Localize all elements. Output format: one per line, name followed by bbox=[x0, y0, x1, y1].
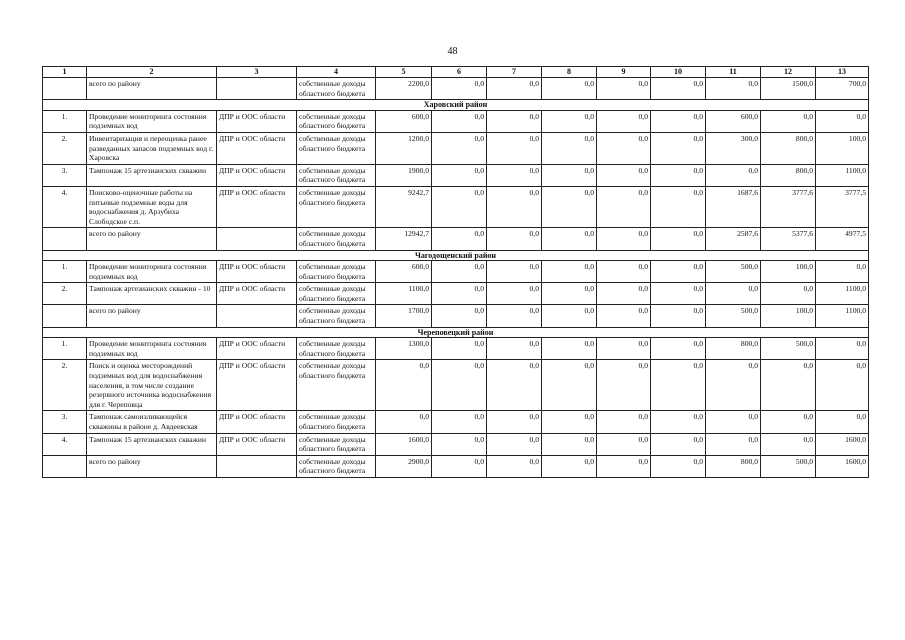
amount-cell: 0,0 bbox=[376, 360, 432, 411]
executor bbox=[217, 228, 297, 250]
section-row bbox=[43, 100, 869, 111]
amount-cell: 1600,0 bbox=[816, 455, 869, 477]
amount-cell: 300,0 bbox=[706, 132, 761, 164]
amount-cell: 0,0 bbox=[542, 433, 597, 455]
amount-cell: 0,0 bbox=[432, 186, 487, 227]
column-header: 13 bbox=[816, 67, 869, 78]
column-header: 12 bbox=[761, 67, 816, 78]
amount-cell: 0,0 bbox=[706, 283, 761, 305]
amount-cell: 1700,0 bbox=[376, 305, 432, 327]
activity-name: Тампонаж 15 артезианских скважин bbox=[87, 433, 217, 455]
section-row bbox=[43, 327, 869, 338]
row-number bbox=[43, 305, 87, 327]
amount-cell: 0,0 bbox=[706, 433, 761, 455]
amount-cell: 0,0 bbox=[432, 411, 487, 433]
amount-cell: 0,0 bbox=[487, 433, 542, 455]
amount-cell: 500,0 bbox=[761, 338, 816, 360]
funding-source: собственные доходы областного бюджета bbox=[297, 411, 376, 433]
row-number: 4. bbox=[43, 433, 87, 455]
amount-cell: 1100,0 bbox=[816, 164, 869, 186]
funding-source: собственные доходы областного бюджета bbox=[297, 110, 376, 132]
row-number bbox=[43, 455, 87, 477]
table-row bbox=[43, 411, 869, 433]
executor bbox=[217, 78, 297, 100]
amount-cell: 1300,0 bbox=[376, 338, 432, 360]
column-header: 4 bbox=[297, 67, 376, 78]
amount-cell: 0,0 bbox=[432, 433, 487, 455]
amount-cell: 0,0 bbox=[761, 110, 816, 132]
amount-cell: 0,0 bbox=[651, 360, 706, 411]
amount-cell: 0,0 bbox=[706, 360, 761, 411]
funding-source: собственные доходы областного бюджета bbox=[297, 228, 376, 250]
amount-cell: 0,0 bbox=[542, 132, 597, 164]
table-row bbox=[43, 261, 869, 283]
amount-cell: 0,0 bbox=[432, 164, 487, 186]
activity-name: Тампонаж артезианских скважин - 10 bbox=[87, 283, 217, 305]
amount-cell: 0,0 bbox=[542, 164, 597, 186]
funding-source: собственные доходы областного бюджета bbox=[297, 305, 376, 327]
column-header: 11 bbox=[706, 67, 761, 78]
column-header: 2 bbox=[87, 67, 217, 78]
amount-cell: 0,0 bbox=[597, 228, 651, 250]
amount-cell: 0,0 bbox=[597, 132, 651, 164]
table-row bbox=[43, 228, 869, 250]
executor: ДПР и ООС области bbox=[217, 338, 297, 360]
amount-cell: 0,0 bbox=[651, 186, 706, 227]
funding-source: собственные доходы областного бюджета bbox=[297, 360, 376, 411]
amount-cell: 0,0 bbox=[487, 164, 542, 186]
funding-source: собственные доходы областного бюджета bbox=[297, 283, 376, 305]
column-header: 9 bbox=[597, 67, 651, 78]
amount-cell: 0,0 bbox=[542, 283, 597, 305]
table-row bbox=[43, 186, 869, 227]
row-number: 4. bbox=[43, 186, 87, 227]
amount-cell: 0,0 bbox=[432, 305, 487, 327]
activity-name: Проведение мониторинга состояния подземных вод bbox=[87, 338, 217, 360]
amount-cell: 1100,0 bbox=[376, 283, 432, 305]
table-row bbox=[43, 338, 869, 360]
amount-cell: 0,0 bbox=[761, 411, 816, 433]
funding-source: собственные доходы областного бюджета bbox=[297, 164, 376, 186]
amount-cell: 0,0 bbox=[597, 433, 651, 455]
amount-cell: 0,0 bbox=[651, 455, 706, 477]
amount-cell: 0,0 bbox=[487, 110, 542, 132]
amount-cell: 1200,0 bbox=[376, 132, 432, 164]
amount-cell: 0,0 bbox=[432, 78, 487, 100]
amount-cell: 0,0 bbox=[651, 110, 706, 132]
amount-cell: 0,0 bbox=[597, 305, 651, 327]
amount-cell: 1500,0 bbox=[761, 78, 816, 100]
page-number: 48 bbox=[447, 46, 458, 57]
funding-source: собственные доходы областного бюджета bbox=[297, 186, 376, 227]
amount-cell: 100,0 bbox=[761, 305, 816, 327]
amount-cell: 0,0 bbox=[597, 261, 651, 283]
amount-cell: 0,0 bbox=[816, 338, 869, 360]
executor: ДПР и ООС области bbox=[217, 433, 297, 455]
table-body bbox=[43, 78, 869, 478]
executor: ДПР и ООС области bbox=[217, 261, 297, 283]
funding-source: собственные доходы областного бюджета bbox=[297, 132, 376, 164]
amount-cell: 100,0 bbox=[761, 261, 816, 283]
amount-cell: 0,0 bbox=[816, 360, 869, 411]
amount-cell: 0,0 bbox=[487, 360, 542, 411]
funding-source: собственные доходы областного бюджета bbox=[297, 338, 376, 360]
amount-cell: 0,0 bbox=[706, 164, 761, 186]
amount-cell: 0,0 bbox=[706, 411, 761, 433]
amount-cell: 0,0 bbox=[597, 186, 651, 227]
district-title: Чагодощенский район bbox=[43, 250, 869, 261]
executor bbox=[217, 305, 297, 327]
amount-cell: 0,0 bbox=[542, 261, 597, 283]
table-row bbox=[43, 78, 869, 100]
amount-cell: 0,0 bbox=[816, 261, 869, 283]
amount-cell: 600,0 bbox=[706, 110, 761, 132]
executor bbox=[217, 455, 297, 477]
amount-cell: 500,0 bbox=[761, 455, 816, 477]
amount-cell: 0,0 bbox=[487, 338, 542, 360]
amount-cell: 0,0 bbox=[761, 283, 816, 305]
amount-cell: 2900,0 bbox=[376, 455, 432, 477]
row-number: 1. bbox=[43, 261, 87, 283]
amount-cell: 5377,6 bbox=[761, 228, 816, 250]
row-number: 2. bbox=[43, 360, 87, 411]
amount-cell: 600,0 bbox=[376, 261, 432, 283]
section-row bbox=[43, 250, 869, 261]
amount-cell: 0,0 bbox=[651, 305, 706, 327]
row-number: 2. bbox=[43, 132, 87, 164]
funding-source: собственные доходы областного бюджета bbox=[297, 455, 376, 477]
row-number: 3. bbox=[43, 164, 87, 186]
amount-cell: 4977,5 bbox=[816, 228, 869, 250]
column-header: 1 bbox=[43, 67, 87, 78]
amount-cell: 9242,7 bbox=[376, 186, 432, 227]
activity-name: всего по району bbox=[87, 305, 217, 327]
amount-cell: 700,0 bbox=[816, 78, 869, 100]
row-number bbox=[43, 78, 87, 100]
amount-cell: 0,0 bbox=[432, 455, 487, 477]
amount-cell: 0,0 bbox=[761, 433, 816, 455]
amount-cell: 2200,0 bbox=[376, 78, 432, 100]
amount-cell: 3777,5 bbox=[816, 186, 869, 227]
amount-cell: 800,0 bbox=[761, 132, 816, 164]
table-row bbox=[43, 110, 869, 132]
amount-cell: 1687,6 bbox=[706, 186, 761, 227]
column-header: 6 bbox=[432, 67, 487, 78]
activity-name: Проведение мониторинга состояния подземных вод bbox=[87, 261, 217, 283]
activity-name: Поиск и оценка месторождений подземных вод для водоснабжения населения, в том числе создание резервного источника водоснабжения для г. Череповца bbox=[87, 360, 217, 411]
column-header: 7 bbox=[487, 67, 542, 78]
amount-cell: 800,0 bbox=[706, 338, 761, 360]
row-number: 3. bbox=[43, 411, 87, 433]
amount-cell: 0,0 bbox=[651, 411, 706, 433]
amount-cell: 0,0 bbox=[597, 455, 651, 477]
table-row bbox=[43, 164, 869, 186]
table-row bbox=[43, 433, 869, 455]
amount-cell: 500,0 bbox=[706, 261, 761, 283]
amount-cell: 1100,0 bbox=[816, 283, 869, 305]
amount-cell: 0,0 bbox=[487, 78, 542, 100]
amount-cell: 0,0 bbox=[542, 110, 597, 132]
amount-cell: 100,0 bbox=[816, 132, 869, 164]
district-title: Череповецкий район bbox=[43, 327, 869, 338]
amount-cell: 1600,0 bbox=[816, 433, 869, 455]
amount-cell: 0,0 bbox=[376, 411, 432, 433]
amount-cell: 0,0 bbox=[487, 261, 542, 283]
activity-name: всего по району bbox=[87, 455, 217, 477]
amount-cell: 0,0 bbox=[651, 433, 706, 455]
activity-name: Тампонаж самоизливающейся скважины в районе д. Авдеевская bbox=[87, 411, 217, 433]
column-header: 8 bbox=[542, 67, 597, 78]
funding-source: собственные доходы областного бюджета bbox=[297, 261, 376, 283]
amount-cell: 12942,7 bbox=[376, 228, 432, 250]
amount-cell: 0,0 bbox=[816, 110, 869, 132]
table-row bbox=[43, 132, 869, 164]
executor: ДПР и ООС области bbox=[217, 360, 297, 411]
amount-cell: 0,0 bbox=[487, 132, 542, 164]
amount-cell: 0,0 bbox=[432, 132, 487, 164]
amount-cell: 0,0 bbox=[651, 283, 706, 305]
activity-name: Инвентаризация и переоценка ранее разведанных запасов подземных вод г. Харовска bbox=[87, 132, 217, 164]
amount-cell: 0,0 bbox=[761, 360, 816, 411]
executor: ДПР и ООС области bbox=[217, 164, 297, 186]
amount-cell: 0,0 bbox=[651, 261, 706, 283]
amount-cell: 0,0 bbox=[542, 186, 597, 227]
funding-source: собственные доходы областного бюджета bbox=[297, 433, 376, 455]
amount-cell: 0,0 bbox=[432, 338, 487, 360]
row-number: 2. bbox=[43, 283, 87, 305]
activity-name: Поисково-оценочные работы на питьевые подземные воды для водоснабжения д. Арзубиха Слободское с.п. bbox=[87, 186, 217, 227]
amount-cell: 0,0 bbox=[597, 110, 651, 132]
amount-cell: 0,0 bbox=[651, 338, 706, 360]
amount-cell: 0,0 bbox=[816, 411, 869, 433]
amount-cell: 0,0 bbox=[597, 283, 651, 305]
amount-cell: 0,0 bbox=[432, 261, 487, 283]
executor: ДПР и ООС области bbox=[217, 132, 297, 164]
budget-table bbox=[42, 66, 869, 478]
executor: ДПР и ООС области bbox=[217, 283, 297, 305]
amount-cell: 0,0 bbox=[432, 228, 487, 250]
header-row bbox=[43, 67, 869, 78]
row-number: 1. bbox=[43, 110, 87, 132]
amount-cell: 0,0 bbox=[487, 228, 542, 250]
table-row bbox=[43, 455, 869, 477]
amount-cell: 0,0 bbox=[432, 283, 487, 305]
amount-cell: 0,0 bbox=[651, 132, 706, 164]
amount-cell: 0,0 bbox=[597, 411, 651, 433]
amount-cell: 2587,6 bbox=[706, 228, 761, 250]
activity-name: Тампонаж 15 артезианских скважин bbox=[87, 164, 217, 186]
executor: ДПР и ООС области bbox=[217, 411, 297, 433]
amount-cell: 0,0 bbox=[542, 411, 597, 433]
amount-cell: 500,0 bbox=[706, 305, 761, 327]
amount-cell: 0,0 bbox=[542, 78, 597, 100]
column-header: 5 bbox=[376, 67, 432, 78]
executor: ДПР и ООС области bbox=[217, 186, 297, 227]
amount-cell: 0,0 bbox=[597, 338, 651, 360]
amount-cell: 0,0 bbox=[542, 228, 597, 250]
amount-cell: 600,0 bbox=[376, 110, 432, 132]
activity-name: всего по району bbox=[87, 228, 217, 250]
amount-cell: 1100,0 bbox=[816, 305, 869, 327]
row-number: 1. bbox=[43, 338, 87, 360]
amount-cell: 0,0 bbox=[597, 78, 651, 100]
amount-cell: 800,0 bbox=[761, 164, 816, 186]
amount-cell: 0,0 bbox=[432, 360, 487, 411]
table-row bbox=[43, 305, 869, 327]
amount-cell: 1600,0 bbox=[376, 433, 432, 455]
activity-name: всего по району bbox=[87, 78, 217, 100]
column-header: 10 bbox=[651, 67, 706, 78]
amount-cell: 800,0 bbox=[706, 455, 761, 477]
table-row bbox=[43, 283, 869, 305]
executor: ДПР и ООС области bbox=[217, 110, 297, 132]
amount-cell: 3777,6 bbox=[761, 186, 816, 227]
amount-cell: 0,0 bbox=[432, 110, 487, 132]
amount-cell: 0,0 bbox=[487, 186, 542, 227]
table-row bbox=[43, 360, 869, 411]
amount-cell: 1900,0 bbox=[376, 164, 432, 186]
amount-cell: 0,0 bbox=[542, 455, 597, 477]
amount-cell: 0,0 bbox=[542, 338, 597, 360]
amount-cell: 0,0 bbox=[487, 305, 542, 327]
activity-name: Проведение мониторинга состояния подземных вод bbox=[87, 110, 217, 132]
amount-cell: 0,0 bbox=[487, 455, 542, 477]
amount-cell: 0,0 bbox=[651, 164, 706, 186]
column-header: 3 bbox=[217, 67, 297, 78]
district-title: Харовский район bbox=[43, 100, 869, 111]
funding-source: собственные доходы областного бюджета bbox=[297, 78, 376, 100]
amount-cell: 0,0 bbox=[597, 360, 651, 411]
amount-cell: 0,0 bbox=[651, 78, 706, 100]
amount-cell: 0,0 bbox=[487, 411, 542, 433]
amount-cell: 0,0 bbox=[542, 360, 597, 411]
amount-cell: 0,0 bbox=[542, 305, 597, 327]
amount-cell: 0,0 bbox=[597, 164, 651, 186]
amount-cell: 0,0 bbox=[487, 283, 542, 305]
amount-cell: 0,0 bbox=[651, 228, 706, 250]
amount-cell: 0,0 bbox=[706, 78, 761, 100]
row-number bbox=[43, 228, 87, 250]
